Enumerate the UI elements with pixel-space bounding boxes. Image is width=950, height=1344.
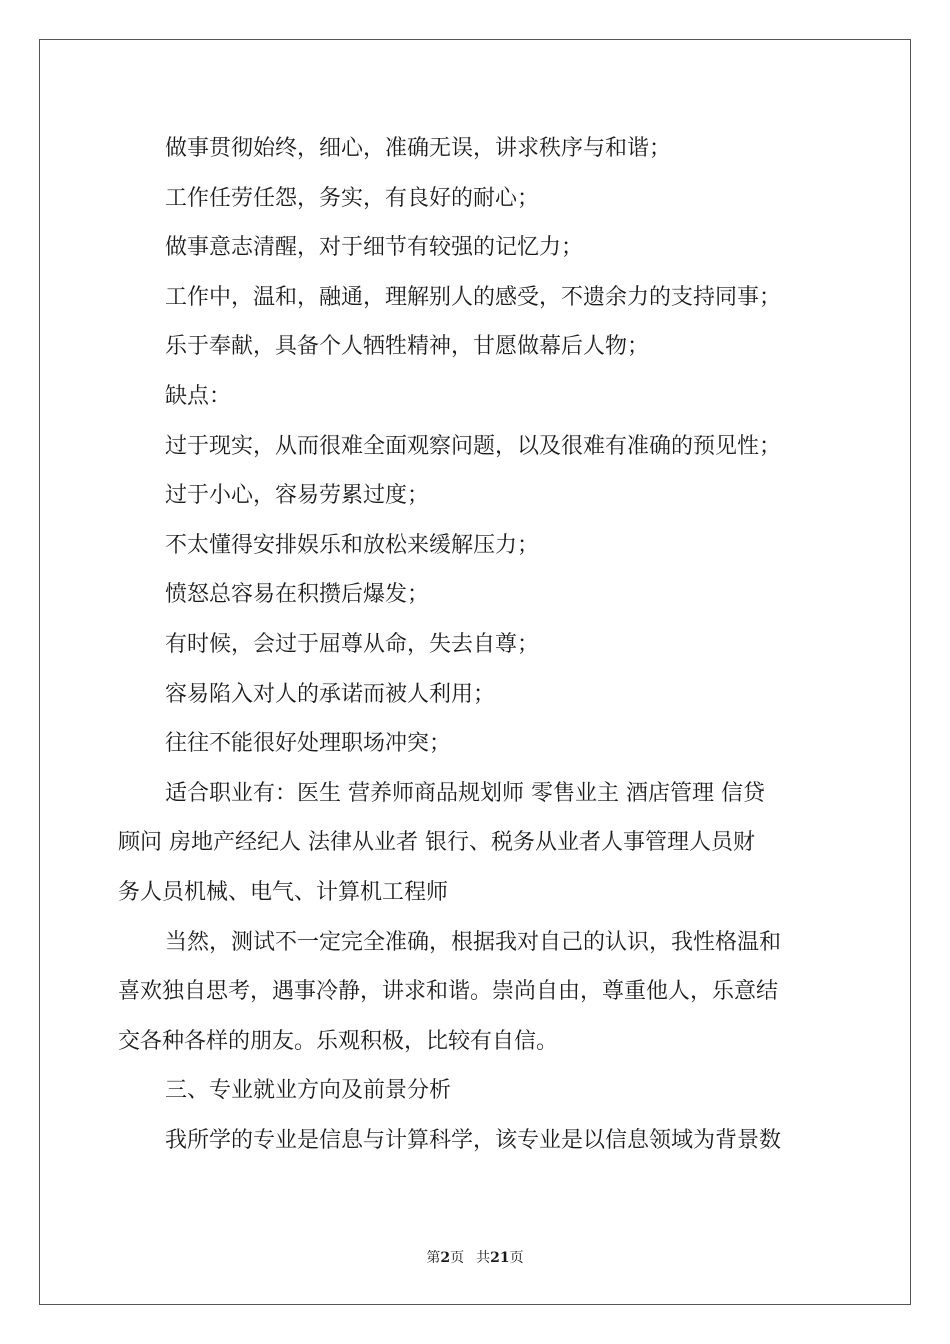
total-pages: 21 bbox=[490, 1250, 510, 1266]
page-prefix: 第 bbox=[426, 1250, 441, 1266]
self-assessment-line: 当然，测试不一定完全准确，根据我对自己的认识，我性格温和 bbox=[165, 929, 782, 955]
page-number: 2 bbox=[440, 1250, 451, 1266]
text-line: 我所学的专业是信息与计算科学，该专业是以信息领域为背景数 bbox=[165, 1127, 782, 1153]
text-line: 做事贯彻始终，细心，准确无误，讲求秩序与和谐； bbox=[165, 136, 672, 161]
text-line: 往往不能很好处理职场冲突； bbox=[165, 731, 452, 757]
document-body bbox=[118, 124, 834, 1165]
text-line: 工作任劳任怨，务实，有良好的耐心； bbox=[165, 185, 540, 211]
total-unit: 页 bbox=[509, 1250, 524, 1266]
careers-paragraph-line: 务人员机械、电气、计算机工程师 bbox=[118, 879, 449, 905]
text-line: 容易陷入对人的承诺而被人利用； bbox=[165, 681, 496, 707]
page-unit: 页 bbox=[450, 1250, 465, 1266]
text-line: 愤怒总容易在积攒后爆发； bbox=[165, 582, 430, 608]
careers-paragraph-line: 顾问 房地产经纪人 法律从业者 银行、税务从业者人事管理人员财 bbox=[118, 830, 755, 856]
text-line: 有时候，会过于屈尊从命，失去自尊； bbox=[165, 631, 540, 657]
careers-paragraph-line: 适合职业有：医生 营养师商品规划师 零售业主 酒店管理 信贷 bbox=[165, 780, 765, 806]
text-line: 不太懂得安排娱乐和放松来缓解压力； bbox=[165, 532, 540, 558]
page-footer bbox=[0, 1247, 950, 1267]
self-assessment-line: 喜欢独自思考，遇事冷静，讲求和谐。崇尚自由，尊重他人，乐意结 bbox=[118, 979, 779, 1005]
text-line: 过于现实，从而很难全面观察问题，以及很难有准确的预见性； bbox=[165, 433, 782, 459]
text-line: 乐于奉献，具备个人牺牲精神，甘愿做幕后人物； bbox=[165, 334, 650, 360]
section-heading: 三、专业就业方向及前景分析 bbox=[165, 1078, 452, 1104]
section-label-weaknesses: 缺点： bbox=[165, 383, 232, 409]
text-line: 做事意志清醒，对于细节有较强的记忆力； bbox=[165, 235, 584, 261]
text-line: 过于小心，容易劳累过度； bbox=[165, 483, 430, 509]
total-prefix: 共 bbox=[476, 1250, 491, 1266]
self-assessment-line: 交各种各样的朋友。乐观积极，比较有自信。 bbox=[118, 1028, 559, 1054]
text-line: 工作中，温和，融通，理解别人的感受，不遗余力的支持同事； bbox=[165, 284, 782, 310]
